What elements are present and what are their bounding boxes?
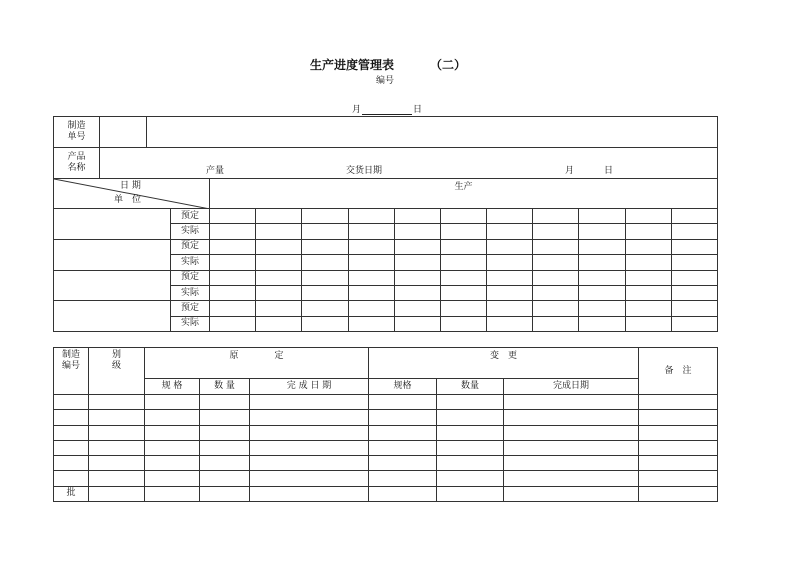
schedule-cell[interactable] xyxy=(671,224,717,239)
schedule-cell[interactable] xyxy=(579,270,625,285)
record-cell[interactable] xyxy=(504,425,639,440)
record-cell[interactable] xyxy=(639,486,718,501)
plan-actual-label: 实际 xyxy=(171,316,210,331)
schedule-cell[interactable] xyxy=(487,301,533,316)
record-cell[interactable] xyxy=(89,440,145,455)
order-no-label: 制造 单号 xyxy=(54,117,100,148)
unit-cell[interactable] xyxy=(54,301,171,332)
change-header: 变 更 xyxy=(369,348,639,379)
schedule-cell[interactable] xyxy=(440,270,486,285)
schedule-cell[interactable] xyxy=(256,255,302,270)
form-title: 生产进度管理表 xyxy=(310,58,395,72)
record-cell[interactable] xyxy=(504,395,639,410)
schedule-cell[interactable] xyxy=(625,239,671,254)
quantity-label: 产量 xyxy=(206,166,225,176)
date-axis-label: 日 期 xyxy=(120,181,141,191)
record-cell[interactable] xyxy=(250,440,369,455)
remark-header: 备 注 xyxy=(639,348,718,395)
form-title-suffix: （二） xyxy=(430,58,467,72)
record-cell[interactable] xyxy=(639,471,718,486)
schedule-cell[interactable] xyxy=(210,301,256,316)
record-cell[interactable] xyxy=(504,440,639,455)
schedule-cell[interactable] xyxy=(625,209,671,224)
schedule-cell[interactable] xyxy=(671,285,717,300)
schedule-cell[interactable] xyxy=(533,270,579,285)
schedule-cell[interactable] xyxy=(210,316,256,331)
schedule-cell[interactable] xyxy=(579,285,625,300)
record-cell[interactable] xyxy=(145,456,200,471)
record-cell[interactable] xyxy=(54,440,89,455)
record-cell[interactable] xyxy=(369,395,437,410)
schedule-cell[interactable] xyxy=(579,224,625,239)
record-cell[interactable] xyxy=(639,410,718,425)
schedule-cell[interactable] xyxy=(487,316,533,331)
record-cell[interactable] xyxy=(89,395,145,410)
schedule-cell[interactable] xyxy=(256,239,302,254)
record-cell[interactable] xyxy=(250,471,369,486)
schedule-cell[interactable] xyxy=(487,209,533,224)
record-cell[interactable] xyxy=(54,395,89,410)
schedule-cell[interactable] xyxy=(394,224,440,239)
schedule-cell[interactable] xyxy=(394,285,440,300)
approve-label: 批 xyxy=(54,486,89,501)
record-cell[interactable] xyxy=(369,471,437,486)
schedule-cell[interactable] xyxy=(533,301,579,316)
schedule-cell[interactable] xyxy=(671,316,717,331)
schedule-cell[interactable] xyxy=(440,285,486,300)
schedule-cell[interactable] xyxy=(487,285,533,300)
production-schedule-table xyxy=(53,178,718,332)
schedule-cell[interactable] xyxy=(533,285,579,300)
schedule-cell[interactable] xyxy=(440,239,486,254)
record-cell[interactable] xyxy=(437,395,504,410)
record-cell[interactable] xyxy=(639,440,718,455)
schedule-cell[interactable] xyxy=(671,239,717,254)
record-cell[interactable] xyxy=(200,410,250,425)
schedule-cell[interactable] xyxy=(579,301,625,316)
schedule-cell[interactable] xyxy=(394,301,440,316)
schedule-cell[interactable] xyxy=(440,224,486,239)
schedule-cell[interactable] xyxy=(440,316,486,331)
day-label: 日 xyxy=(413,105,423,115)
record-cell[interactable] xyxy=(437,425,504,440)
record-row xyxy=(54,471,718,486)
schedule-cell[interactable] xyxy=(302,285,348,300)
date-blank[interactable] xyxy=(362,105,412,115)
record-cell[interactable] xyxy=(437,440,504,455)
chg-qty-header: 数量 xyxy=(437,379,504,395)
record-cell[interactable] xyxy=(639,425,718,440)
schedule-cell[interactable] xyxy=(671,270,717,285)
production-header: 生产 xyxy=(210,179,718,209)
schedule-row xyxy=(54,301,718,316)
schedule-cell[interactable] xyxy=(533,209,579,224)
schedule-cell[interactable] xyxy=(671,301,717,316)
record-cell[interactable] xyxy=(437,410,504,425)
schedule-cell[interactable] xyxy=(625,316,671,331)
schedule-cell[interactable] xyxy=(302,209,348,224)
record-cell[interactable] xyxy=(89,456,145,471)
chg-date-header: 完成日期 xyxy=(504,379,639,395)
record-cell[interactable] xyxy=(89,410,145,425)
record-cell[interactable] xyxy=(89,425,145,440)
schedule-cell[interactable] xyxy=(487,239,533,254)
record-cell[interactable] xyxy=(504,410,639,425)
grade-header: 别 级 xyxy=(89,348,145,395)
original-header: 原 定 xyxy=(145,348,369,379)
number-label: 编号 xyxy=(376,76,395,86)
schedule-cell[interactable] xyxy=(302,255,348,270)
schedule-cell[interactable] xyxy=(394,209,440,224)
schedule-cell[interactable] xyxy=(210,255,256,270)
record-cell[interactable] xyxy=(200,440,250,455)
schedule-cell[interactable] xyxy=(256,301,302,316)
record-row xyxy=(54,456,718,471)
schedule-cell[interactable] xyxy=(256,270,302,285)
schedule-cell[interactable] xyxy=(487,270,533,285)
schedule-cell[interactable] xyxy=(487,255,533,270)
record-cell[interactable] xyxy=(250,410,369,425)
plan-actual-label: 预定 xyxy=(171,270,210,285)
schedule-cell[interactable] xyxy=(625,301,671,316)
diagonal-header xyxy=(54,179,210,209)
schedule-cell[interactable] xyxy=(625,270,671,285)
record-row xyxy=(54,410,718,425)
schedule-cell[interactable] xyxy=(348,255,394,270)
record-row xyxy=(54,395,718,410)
schedule-cell[interactable] xyxy=(210,239,256,254)
schedule-cell[interactable] xyxy=(302,270,348,285)
schedule-cell[interactable] xyxy=(625,285,671,300)
record-cell[interactable] xyxy=(200,486,250,501)
record-cell[interactable] xyxy=(437,456,504,471)
schedule-cell[interactable] xyxy=(348,316,394,331)
schedule-cell[interactable] xyxy=(440,301,486,316)
orig-spec-header: 规 格 xyxy=(145,379,200,395)
schedule-cell[interactable] xyxy=(579,316,625,331)
date-line xyxy=(352,102,422,115)
unit-cell[interactable] xyxy=(54,270,171,301)
order-number-header: 制造 编号 xyxy=(54,348,89,395)
schedule-cell[interactable] xyxy=(210,209,256,224)
schedule-cell[interactable] xyxy=(394,270,440,285)
record-cell[interactable] xyxy=(504,456,639,471)
schedule-cell[interactable] xyxy=(579,255,625,270)
schedule-cell[interactable] xyxy=(256,285,302,300)
unit-axis-label: 单 位 xyxy=(114,195,142,205)
record-cell[interactable] xyxy=(145,410,200,425)
plan-actual-label: 预定 xyxy=(171,209,210,224)
order-no-field[interactable] xyxy=(100,117,147,148)
schedule-cell[interactable] xyxy=(625,255,671,270)
schedule-cell[interactable] xyxy=(671,255,717,270)
schedule-cell[interactable] xyxy=(348,301,394,316)
product-name-label: 产品 名称 xyxy=(54,148,100,179)
record-cell[interactable] xyxy=(200,425,250,440)
schedule-cell[interactable] xyxy=(533,316,579,331)
order-info-table xyxy=(53,116,718,179)
change-record-table xyxy=(53,347,718,502)
schedule-cell[interactable] xyxy=(256,316,302,331)
record-cell[interactable] xyxy=(145,440,200,455)
record-cell[interactable] xyxy=(437,471,504,486)
schedule-cell[interactable] xyxy=(533,255,579,270)
delivery-month-label: 月 xyxy=(565,166,575,176)
schedule-cell[interactable] xyxy=(256,224,302,239)
record-cell[interactable] xyxy=(250,486,369,501)
plan-actual-label: 预定 xyxy=(171,301,210,316)
record-cell[interactable] xyxy=(437,486,504,501)
record-cell[interactable] xyxy=(145,425,200,440)
record-cell[interactable] xyxy=(504,486,639,501)
record-cell[interactable] xyxy=(54,425,89,440)
record-cell[interactable] xyxy=(54,410,89,425)
record-cell[interactable] xyxy=(145,471,200,486)
schedule-cell[interactable] xyxy=(625,224,671,239)
schedule-cell[interactable] xyxy=(579,209,625,224)
product-info-field[interactable] xyxy=(100,148,718,179)
delivery-day-label: 日 xyxy=(604,166,614,176)
record-cell[interactable] xyxy=(200,395,250,410)
record-cell[interactable] xyxy=(89,471,145,486)
schedule-cell[interactable] xyxy=(302,301,348,316)
schedule-cell[interactable] xyxy=(671,209,717,224)
schedule-row xyxy=(54,209,718,224)
schedule-cell[interactable] xyxy=(440,209,486,224)
schedule-cell[interactable] xyxy=(302,239,348,254)
schedule-cell[interactable] xyxy=(440,255,486,270)
plan-actual-label: 预定 xyxy=(171,239,210,254)
record-cell[interactable] xyxy=(369,440,437,455)
orig-qty-header: 数 量 xyxy=(200,379,250,395)
schedule-row xyxy=(54,270,718,285)
delivery-date-label: 交货日期 xyxy=(346,166,383,176)
schedule-cell[interactable] xyxy=(348,209,394,224)
schedule-cell[interactable] xyxy=(579,239,625,254)
record-cell[interactable] xyxy=(54,471,89,486)
schedule-cell[interactable] xyxy=(533,239,579,254)
plan-actual-label: 实际 xyxy=(171,255,210,270)
record-cell[interactable] xyxy=(639,456,718,471)
schedule-cell[interactable] xyxy=(256,209,302,224)
schedule-cell[interactable] xyxy=(348,224,394,239)
schedule-cell[interactable] xyxy=(302,224,348,239)
record-cell[interactable] xyxy=(369,486,437,501)
schedule-cell[interactable] xyxy=(533,224,579,239)
unit-cell[interactable] xyxy=(54,209,171,240)
schedule-cell[interactable] xyxy=(348,270,394,285)
order-info-field[interactable] xyxy=(147,117,718,148)
record-cell[interactable] xyxy=(200,471,250,486)
record-cell[interactable] xyxy=(504,471,639,486)
record-cell[interactable] xyxy=(369,425,437,440)
record-row xyxy=(54,425,718,440)
record-cell[interactable] xyxy=(250,425,369,440)
schedule-cell[interactable] xyxy=(348,285,394,300)
record-cell[interactable] xyxy=(145,395,200,410)
schedule-cell[interactable] xyxy=(394,316,440,331)
schedule-cell[interactable] xyxy=(210,224,256,239)
schedule-cell[interactable] xyxy=(394,239,440,254)
record-cell[interactable] xyxy=(145,486,200,501)
schedule-cell[interactable] xyxy=(210,285,256,300)
record-cell[interactable] xyxy=(250,395,369,410)
record-cell[interactable] xyxy=(369,456,437,471)
record-cell[interactable] xyxy=(639,395,718,410)
schedule-row xyxy=(54,239,718,254)
record-cell[interactable] xyxy=(369,410,437,425)
schedule-cell[interactable] xyxy=(487,224,533,239)
record-cell[interactable] xyxy=(200,456,250,471)
plan-actual-label: 实际 xyxy=(171,285,210,300)
chg-spec-header: 规格 xyxy=(369,379,437,395)
record-cell[interactable] xyxy=(250,456,369,471)
schedule-cell[interactable] xyxy=(210,270,256,285)
record-row xyxy=(54,486,718,501)
record-cell[interactable] xyxy=(89,486,145,501)
plan-actual-label: 实际 xyxy=(171,224,210,239)
record-row xyxy=(54,440,718,455)
record-cell[interactable] xyxy=(54,456,89,471)
month-label: 月 xyxy=(352,105,362,115)
unit-cell[interactable] xyxy=(54,239,171,270)
schedule-cell[interactable] xyxy=(394,255,440,270)
schedule-cell[interactable] xyxy=(302,316,348,331)
schedule-cell[interactable] xyxy=(348,239,394,254)
orig-date-header: 完 成 日 期 xyxy=(250,379,369,395)
